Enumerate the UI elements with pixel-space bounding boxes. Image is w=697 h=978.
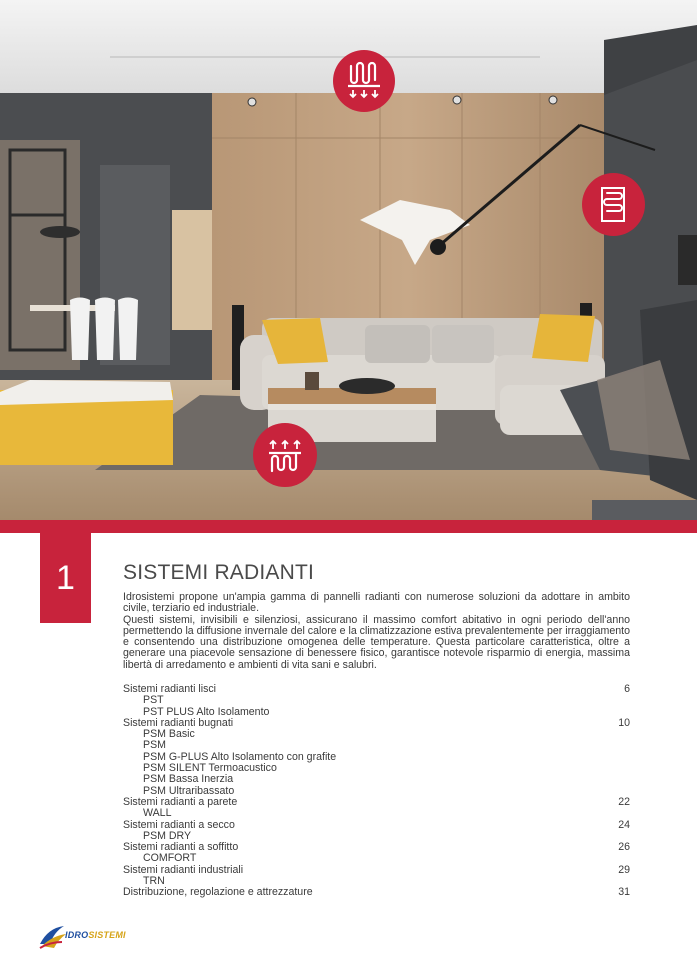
table-of-contents: [123, 684, 630, 899]
logo-text-part1: IDRO: [65, 930, 89, 940]
logo-text: [65, 930, 126, 940]
chapter-title: SISTEMI RADIANTI: [123, 561, 315, 584]
toc-sub-item: PSM Basic: [143, 728, 195, 741]
toc-entry-label: Distribuzione, regolazione e attrezzature: [123, 886, 313, 899]
idrosistemi-logo: [38, 922, 168, 952]
intro-paragraph-1: Idrosistemi propone un'ampia gamma di pannelli radianti con numerose soluzioni da adottare in ambito civile, terziario ed industriale.: [123, 591, 630, 615]
ceiling-radiant-icon: [333, 50, 395, 112]
toc-sub-item: PST PLUS Alto Isolamento: [143, 705, 270, 718]
logo-mark-icon: [38, 922, 68, 950]
toc-entry-label: Sistemi radianti a soffitto: [123, 841, 239, 854]
toc-sub-item: PSM DRY: [143, 829, 192, 842]
intro-text: [123, 592, 630, 671]
toc-entry[interactable]: [123, 684, 630, 695]
toc-sub-item: PST: [143, 694, 164, 707]
wall-radiant-icon: [582, 173, 645, 236]
toc-entry[interactable]: [123, 887, 630, 898]
toc-sub-item: COMFORT: [143, 852, 197, 865]
toc-sub-item: TRN: [143, 875, 165, 888]
toc-entry[interactable]: [123, 865, 630, 876]
toc-entry-page: 31: [618, 886, 630, 899]
toc-sub-item: PSM SILENT Termoacustico: [143, 762, 277, 775]
toc-entry-label: Sistemi radianti a parete: [123, 795, 238, 808]
toc-entry-page: 26: [618, 841, 630, 854]
toc-entry-page: 6: [624, 683, 630, 695]
red-band: [0, 520, 697, 533]
toc-sub-item: PSM G-PLUS Alto Isolamento con grafite: [143, 750, 337, 763]
floor-radiant-icon: [253, 423, 317, 487]
toc-entry-page: 10: [618, 716, 630, 729]
chapter-number: 1: [56, 558, 75, 597]
toc-entry-label: Sistemi radianti bugnati: [123, 716, 234, 729]
toc-entry[interactable]: [123, 842, 630, 853]
toc-entry-page: 29: [618, 863, 630, 876]
logo-text-part2: SISTEMI: [88, 930, 126, 940]
toc-group: [123, 887, 630, 898]
toc-entry-label: Sistemi radianti lisci: [123, 683, 217, 695]
toc-group: [123, 797, 630, 820]
toc-entry-page: 22: [618, 795, 630, 808]
toc-sub-item: PSM: [143, 739, 166, 752]
chapter-number-box: [40, 533, 91, 623]
toc-sub-item: WALL: [143, 807, 172, 820]
intro-paragraph-2: Questi sistemi, invisibili e silenziosi, assicurano il massimo comfort abitativo in ogni periodo dell'anno permettendo la diffusione invernale del calore e la climatizzazione estiva prevalentemente per irraggiamento e consentendo una distribuzione omogenea delle temperature. Questa particolare caratteristica, oltre a generare una piacevole sensazione di benessere fisico, garantisce notevole risparmio di energia, massima libertà di arredamento e ambienti di vita sani e salubri.: [123, 613, 630, 671]
toc-group: [123, 718, 630, 797]
toc-sub-item: PSM Ultraribassato: [143, 784, 235, 797]
toc-entry-label: Sistemi radianti industriali: [123, 863, 244, 876]
toc-entry-page: 24: [618, 818, 630, 831]
toc-group: [123, 865, 630, 888]
toc-entry[interactable]: [123, 820, 630, 831]
toc-sub-item: PSM Bassa Inerzia: [143, 773, 234, 786]
toc-group: [123, 684, 630, 718]
toc-group: [123, 820, 630, 843]
toc-entry-label: Sistemi radianti a secco: [123, 818, 235, 831]
toc-group: [123, 842, 630, 865]
toc-entry[interactable]: [123, 797, 630, 808]
toc-entry[interactable]: [123, 718, 630, 729]
